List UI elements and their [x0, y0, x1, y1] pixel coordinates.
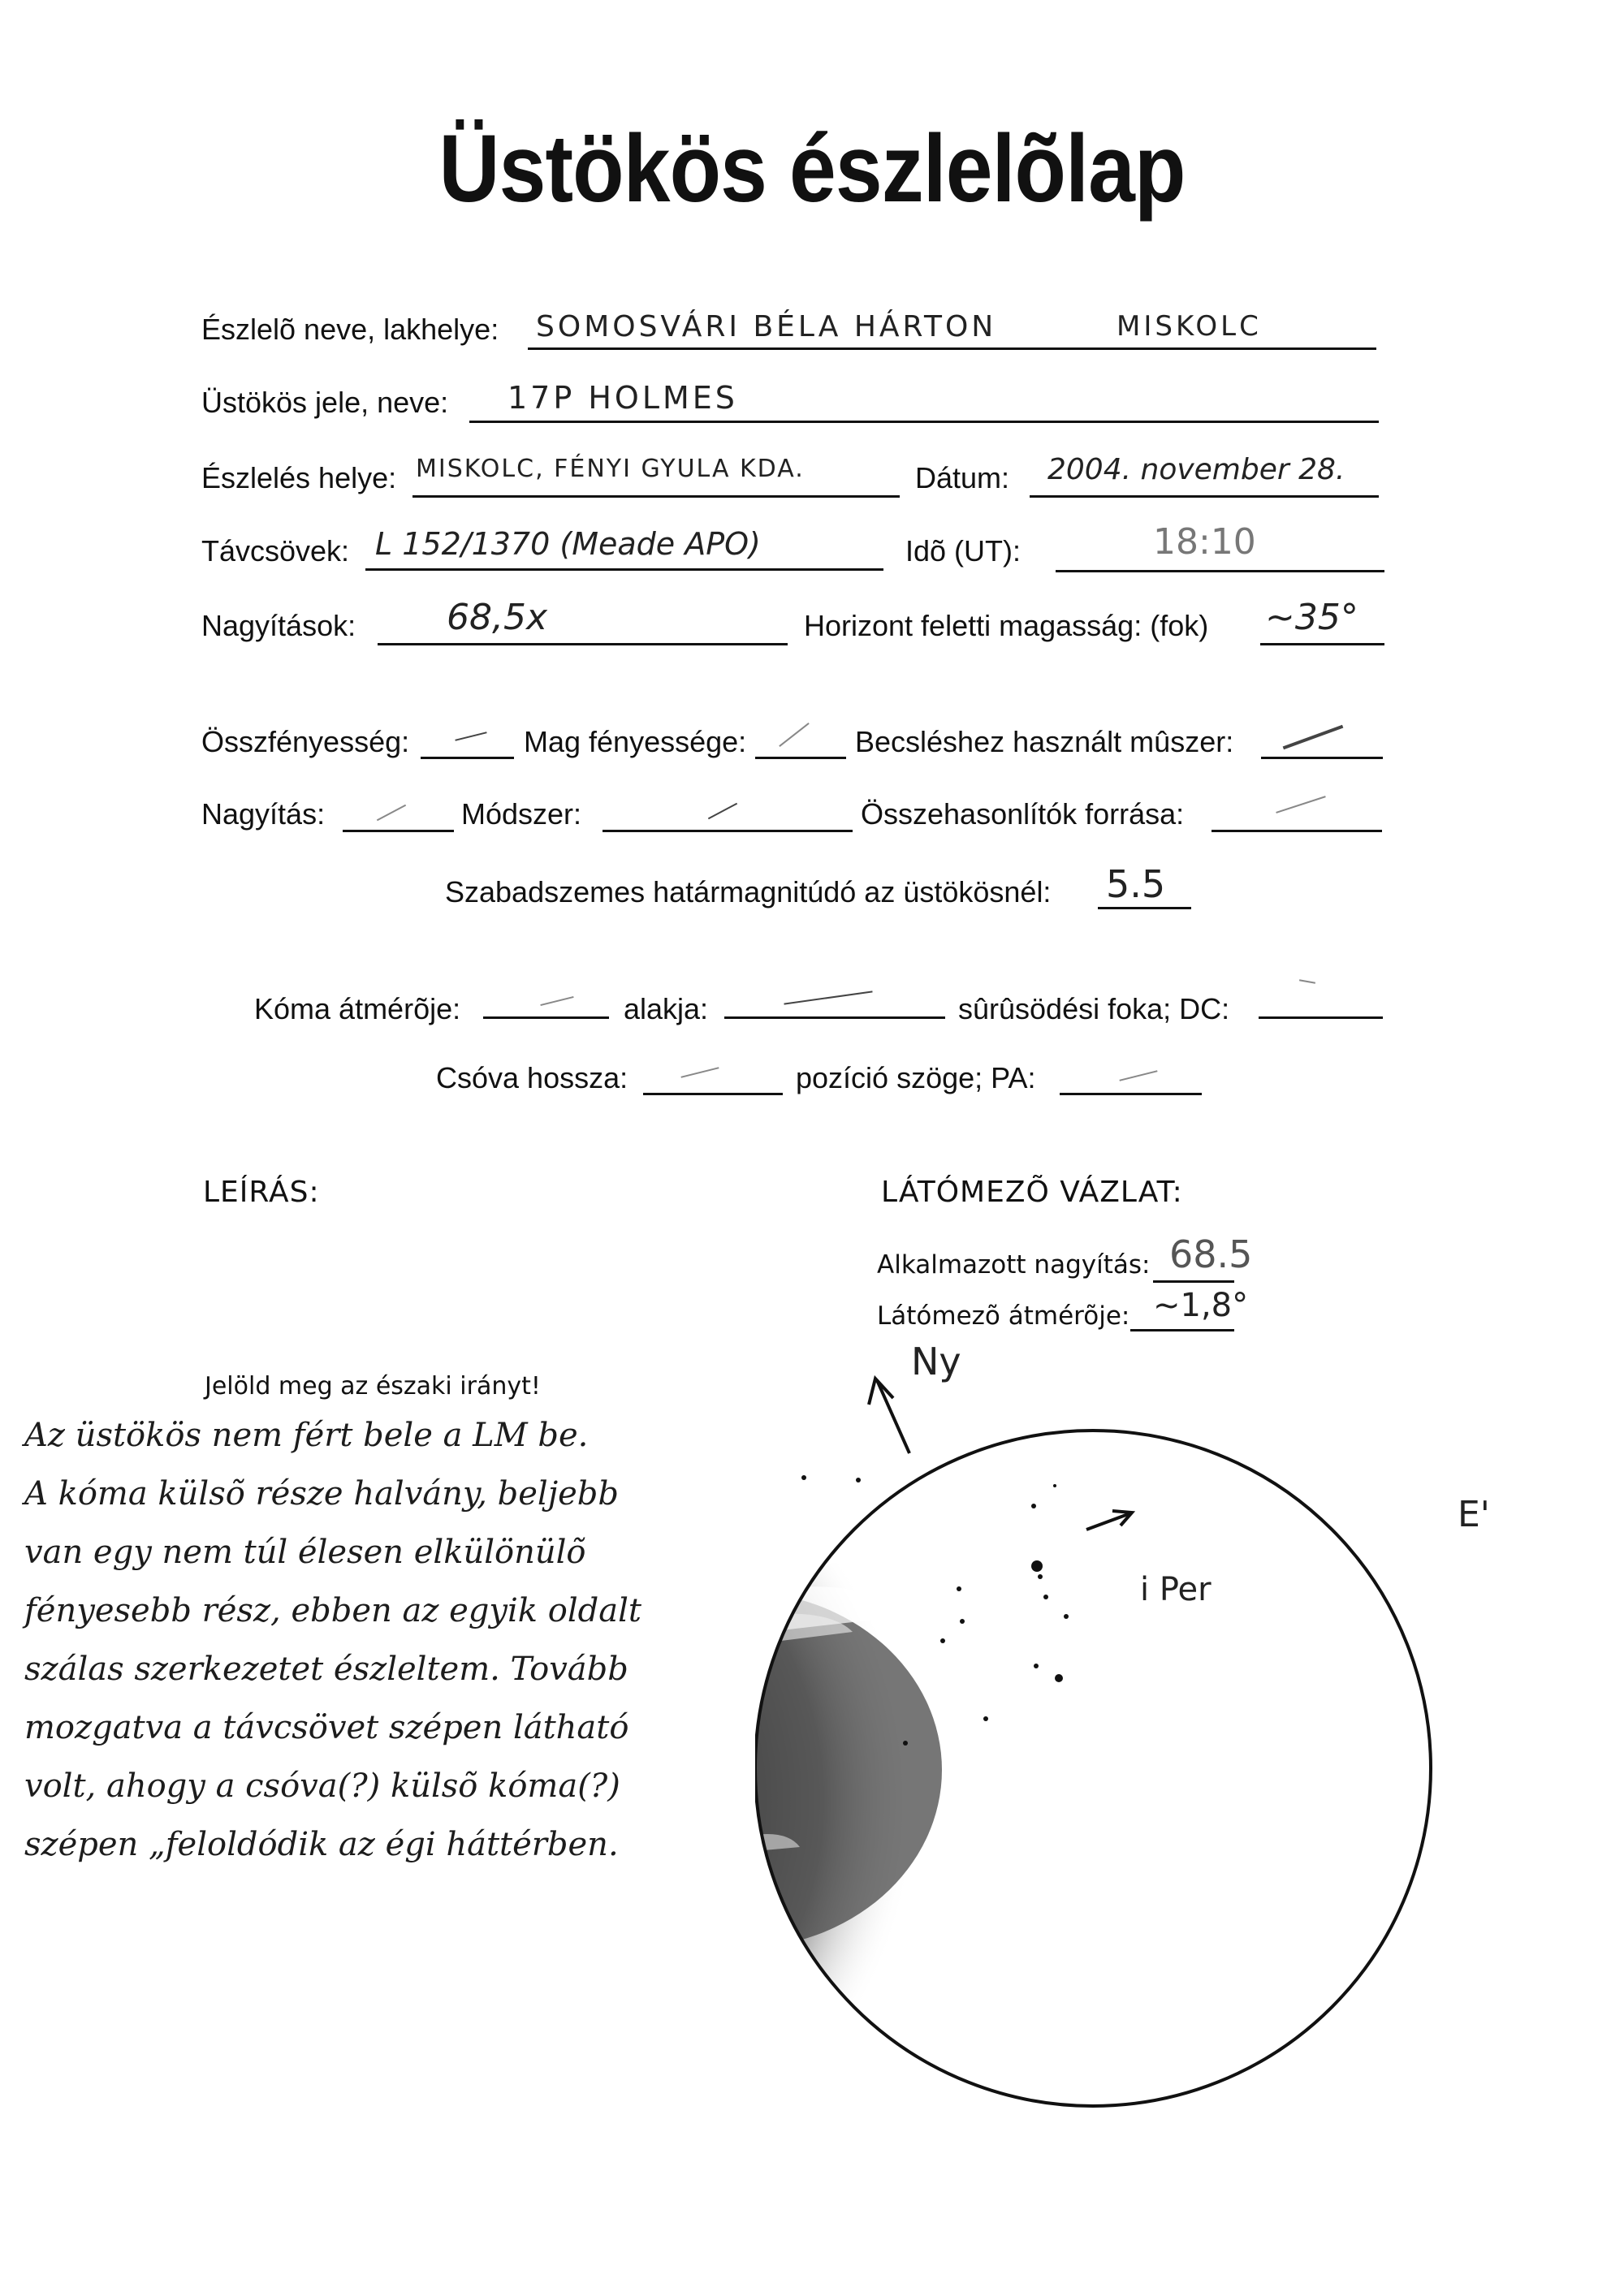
instrument-label: Becsléshez használt mûszer: — [855, 725, 1234, 758]
dc-label: sûrûsödési foka; DC: — [958, 992, 1230, 1025]
description-line: van egy nem túl élesen elkülönülõ — [24, 1534, 586, 1571]
telescope-line — [365, 568, 883, 571]
observer-label: Észlelõ neve, lakhelye: — [201, 313, 499, 346]
magnification-line — [378, 643, 788, 645]
description-line: szépen „feloldódik az égi háttérben. — [24, 1826, 619, 1863]
north-label: Ny — [911, 1340, 961, 1383]
nucleus-brightness-line — [755, 757, 846, 759]
total-brightness-line — [421, 757, 514, 759]
coma-diameter-dash[interactable] — [540, 996, 573, 1006]
description-line: A kóma külsõ része halvány, beljebb — [24, 1475, 619, 1513]
observer-place-value[interactable]: MISKOLC — [1116, 310, 1262, 343]
method-line — [603, 830, 853, 832]
description-heading: LEÍRÁS: — [203, 1176, 320, 1209]
limiting-mag-label: Szabadszemes határmagnitúdó az üstökösnél: — [445, 875, 1052, 908]
comet-line — [469, 421, 1379, 423]
tail-length-label: Csóva hossza: — [436, 1061, 628, 1094]
pa-dash[interactable] — [1119, 1070, 1157, 1081]
date-label: Dátum: — [915, 461, 1010, 494]
star — [1043, 1595, 1048, 1599]
site-label: Észlelés helye: — [201, 461, 397, 494]
comet-value[interactable]: 17P HOLMES — [508, 380, 738, 416]
star — [856, 1478, 861, 1482]
observer-name-value[interactable]: SOMOSVÁRI BÉLA HÁRTON — [536, 310, 997, 343]
north-direction-note: Jelöld meg az északi irányt! — [205, 1372, 541, 1400]
magnification2-label: Nagyítás: — [201, 797, 326, 831]
time-line — [1056, 570, 1384, 572]
east-label: E' — [1458, 1494, 1490, 1535]
method-dash[interactable] — [708, 803, 737, 820]
shape-label: alakja: — [624, 992, 709, 1025]
method-label: Módszer: — [461, 797, 582, 831]
field-of-view-sketch — [755, 1413, 1535, 2143]
star — [1053, 1484, 1056, 1487]
comparison-line — [1212, 830, 1382, 832]
star — [1064, 1614, 1069, 1619]
altitude-line — [1260, 643, 1384, 645]
comparison-dash[interactable] — [1276, 796, 1325, 814]
fov-label: Látómezõ átmérõje: — [877, 1301, 1130, 1331]
time-value[interactable]: 18:10 — [1153, 521, 1256, 563]
dc-line — [1259, 1016, 1383, 1019]
magnification2-line — [343, 830, 454, 832]
magnification-value[interactable]: 68,5x — [447, 597, 548, 638]
nucleus-brightness-label: Mag fényessége: — [524, 725, 747, 758]
star — [1038, 1574, 1043, 1579]
nucleus-brightness-dash[interactable] — [779, 723, 809, 747]
description-line: szálas szerkezetet észleltem. Tovább — [24, 1651, 628, 1688]
applied-magnification-line — [1153, 1280, 1234, 1283]
magnification2-dash[interactable] — [377, 805, 406, 822]
fov-line — [1130, 1329, 1234, 1331]
observer-line — [528, 347, 1376, 350]
site-value[interactable]: MISKOLC, FÉNYI GYULA KDA. — [416, 455, 805, 483]
date-value[interactable]: 2004. november 28. — [1047, 453, 1345, 486]
time-label: Idõ (UT): — [905, 534, 1021, 568]
date-line — [1030, 495, 1379, 498]
star — [1031, 1504, 1036, 1508]
shape-dash[interactable] — [784, 990, 872, 1004]
instrument-dash[interactable] — [1283, 725, 1344, 749]
star — [1034, 1664, 1039, 1668]
page-title: Üstökös észlelõlap — [438, 115, 1186, 222]
coma-diameter-label: Kóma átmérõje: — [254, 992, 461, 1025]
altitude-label: Horizont feletti magasság: (fok) — [804, 609, 1209, 642]
description-line: volt, ahogy a csóva(?) külsõ kóma(?) — [24, 1767, 620, 1805]
instrument-line — [1261, 757, 1383, 759]
star — [957, 1586, 961, 1591]
total-brightness-label: Összfényesség: — [201, 725, 410, 758]
star-label: i Per — [1140, 1571, 1212, 1608]
tail-length-line — [643, 1093, 783, 1095]
star — [960, 1619, 965, 1624]
limiting-mag-value[interactable]: 5.5 — [1106, 862, 1166, 906]
magnification-label: Nagyítások: — [201, 609, 356, 642]
pa-line — [1060, 1093, 1202, 1095]
total-brightness-dash[interactable] — [455, 732, 486, 741]
sketch-heading: LÁTÓMEZÕ VÁZLAT: — [881, 1176, 1183, 1209]
star — [1055, 1674, 1063, 1682]
star-i-per — [1031, 1560, 1043, 1572]
description-text[interactable] — [24, 1417, 739, 1884]
description-line: fényesebb rész, ebben az egyik oldalt — [24, 1592, 641, 1629]
shape-line — [724, 1016, 945, 1019]
comet-coma — [755, 1429, 1169, 2143]
telescope-label: Távcsövek: — [201, 534, 350, 568]
comet-label: Üstökös jele, neve: — [201, 386, 449, 419]
star — [801, 1475, 806, 1480]
limiting-mag-line — [1098, 907, 1191, 909]
description-line: mozgatva a távcsövet szépen látható — [24, 1709, 629, 1746]
coma-diameter-line — [483, 1016, 609, 1019]
tail-length-dash[interactable] — [680, 1067, 719, 1078]
star — [983, 1716, 988, 1721]
dc-dash[interactable] — [1299, 979, 1315, 983]
altitude-value[interactable]: ~35° — [1265, 597, 1358, 638]
comparison-label: Összehasonlítók forrása: — [861, 797, 1185, 831]
applied-magnification-label: Alkalmazott nagyítás: — [877, 1250, 1151, 1280]
pa-label: pozíció szöge; PA: — [796, 1061, 1036, 1094]
applied-magnification-value[interactable]: 68.5 — [1169, 1232, 1253, 1276]
star — [903, 1741, 908, 1746]
fov-value[interactable]: ~1,8° — [1153, 1287, 1249, 1324]
description-line: Az üstökös nem fért bele a LM be. — [24, 1417, 589, 1454]
telescope-value[interactable]: L 152/1370 (Meade APO) — [375, 526, 761, 562]
site-line — [412, 495, 900, 498]
star — [940, 1638, 945, 1643]
